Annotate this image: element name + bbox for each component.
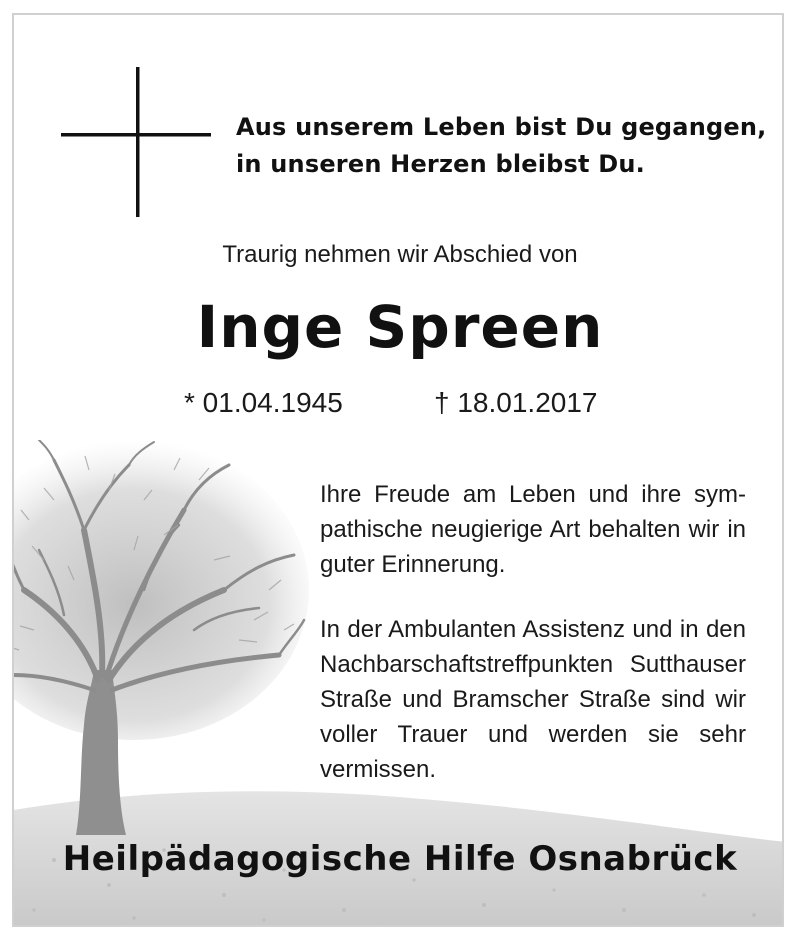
death-date: † 18.01.2017 — [434, 387, 598, 418]
deceased-name: Inge Spreen — [196, 293, 604, 361]
obituary-notice — [12, 13, 784, 927]
cross-icon — [14, 15, 234, 225]
motto-line-2: in unseren Herzen bleibst Du. — [236, 150, 645, 178]
intro-text: Traurig nehmen wir Abschied von — [222, 241, 578, 268]
paragraph-memory: Ihre Freude am Leben und ihre sympathische neugierige Art behalten wir in guter Erinnerung. — [320, 481, 746, 578]
signature-organization: Heilpädagogische Hilfe Osnabrück — [62, 839, 738, 879]
birth-date: * 01.04.1945 — [184, 387, 343, 418]
motto-line-1: Aus unserem Leben bist Du gegangen, — [236, 113, 767, 141]
motto-text — [236, 109, 776, 183]
paragraph-mourning: In der Ambulanten Assistenz und in den Nachbarschaftstreffpunkten Sutthauser Straße und Bramscher Straße sind wir voller Trauer und werden sie sehr vermissen. — [320, 616, 746, 783]
